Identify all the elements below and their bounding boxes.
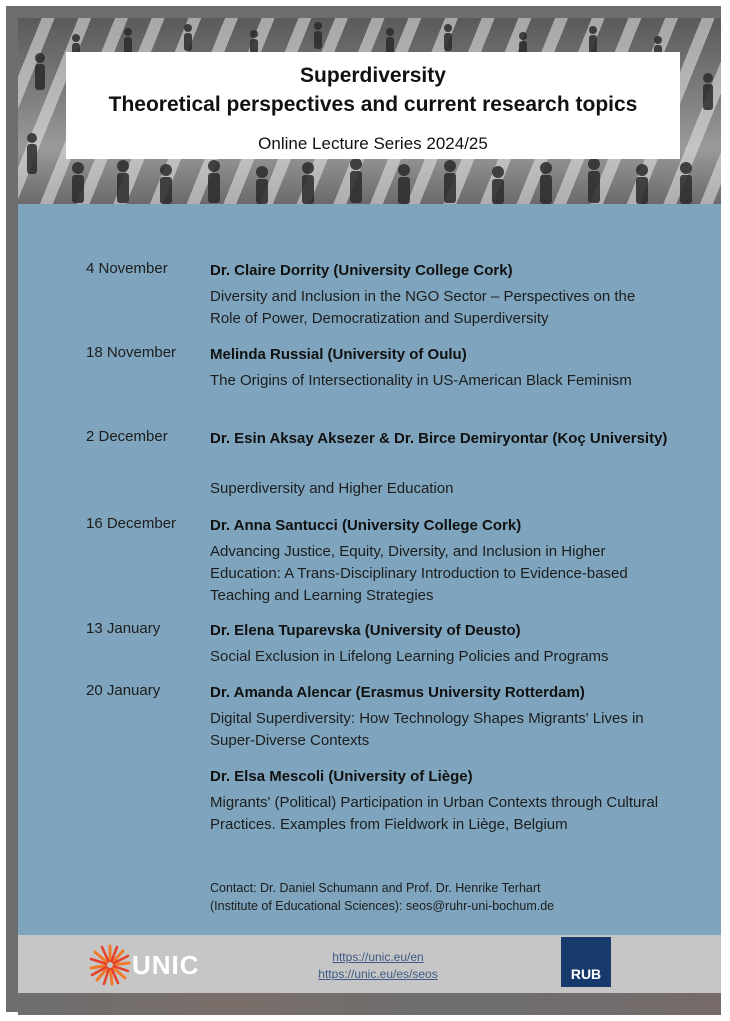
lecture-topic: Digital Superdiversity: How Technology Shapes Migrants' Lives in Super-Diverse Contexts xyxy=(210,710,644,749)
title-line-1: Superdiversity xyxy=(300,64,446,87)
footer xyxy=(18,935,721,993)
lecture-topic: Diversity and Inclusion in the NGO Sector – Perspectives on the Role of Power, Democratization and Superdiversity xyxy=(210,288,636,327)
lecture-speaker: Dr. Esin Aksay Aksezer & Dr. Birce Demiryontar (Koç University) xyxy=(210,430,668,447)
unic-logo xyxy=(88,943,212,987)
poster xyxy=(18,18,721,1015)
title-box xyxy=(66,52,680,159)
lecture-topic: Advancing Justice, Equity, Diversity, and Inclusion in Higher Education: A Trans-Disciplinary Introduction to Evidence-based Teaching and Learning Strategies xyxy=(210,543,628,604)
footer-links xyxy=(278,949,478,983)
title-line-2: Theoretical perspectives and current research topics xyxy=(108,93,638,116)
contact-line-2: (Institute of Educational Sciences): seos@ruhr-uni-bochum.de xyxy=(210,899,555,913)
lecture-speaker: Dr. Elena Tuparevska (University of Deusto) xyxy=(210,622,521,639)
rub-label: RUB xyxy=(570,966,602,982)
rub-logo xyxy=(561,937,611,987)
lecture-speaker: Melinda Russial (University of Oulu) xyxy=(210,346,467,363)
unic-star-icon xyxy=(88,943,132,987)
lecture-topic: Migrants' (Political) Participation in Urban Contexts through Cultural Practices. Examples from Fieldwork in Liège, Belgium xyxy=(210,794,659,833)
lecture-date: 16 December xyxy=(86,515,177,532)
lecture-date: 13 January xyxy=(86,620,161,637)
seos-link[interactable]: https://unic.eu/es/seos xyxy=(318,967,438,981)
contact-info xyxy=(210,879,680,915)
lecture-date: 18 November xyxy=(86,344,177,361)
lecture-date: 2 December xyxy=(86,428,168,445)
lecture-speaker: Dr. Elsa Mescoli (University of Liège) xyxy=(210,768,473,785)
unic-label: UNIC xyxy=(132,950,200,980)
lecture-topic: Social Exclusion in Lifelong Learning Policies and Programs xyxy=(210,648,609,665)
lecture-topic: Superdiversity and Higher Education xyxy=(210,480,454,497)
subtitle: Online Lecture Series 2024/25 xyxy=(258,134,488,153)
lecture-date: 20 January xyxy=(86,682,161,699)
bottom-photo-strip xyxy=(18,993,721,1015)
lecture-date: 4 November xyxy=(86,260,168,277)
header-photo xyxy=(18,18,721,204)
contact-line-1: Contact: Dr. Daniel Schumann and Prof. Dr. Henrike Terhart xyxy=(210,881,541,895)
lecture-speaker: Dr. Anna Santucci (University College Cork) xyxy=(210,517,522,534)
unic-link[interactable]: https://unic.eu/en xyxy=(332,950,424,964)
poster-frame xyxy=(6,6,721,1012)
lecture-topic: The Origins of Intersectionality in US-American Black Feminism xyxy=(210,372,632,389)
lecture-speaker: Dr. Claire Dorrity (University College Cork) xyxy=(210,262,513,279)
lecture-speaker: Dr. Amanda Alencar (Erasmus University Rotterdam) xyxy=(210,684,585,701)
